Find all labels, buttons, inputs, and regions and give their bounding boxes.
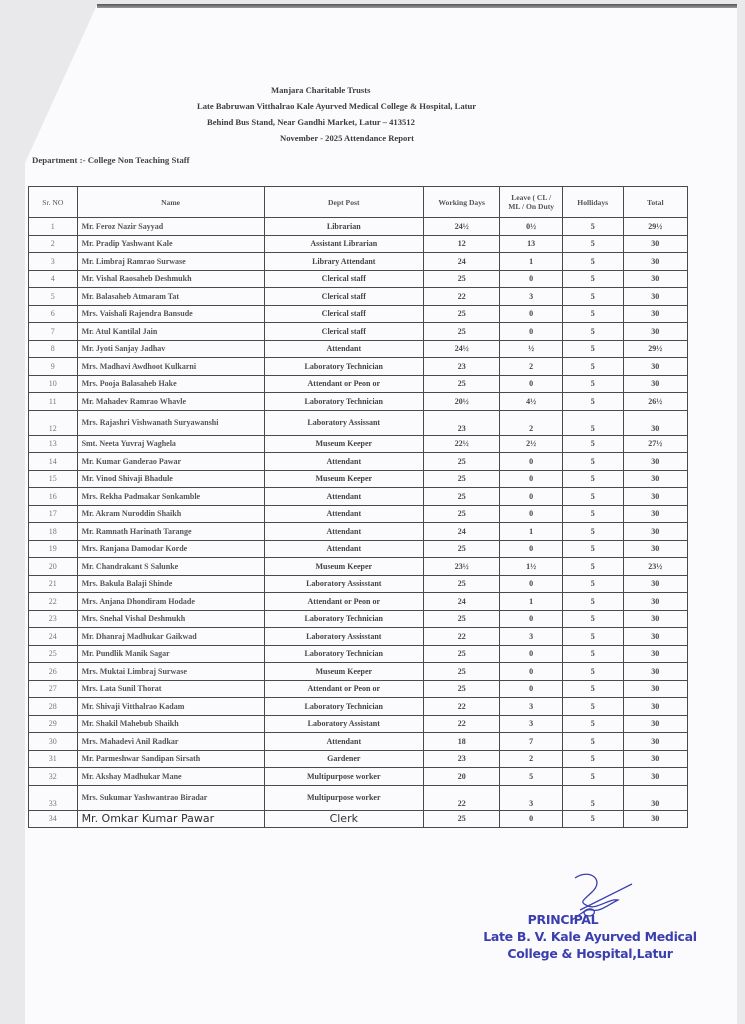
table-row bbox=[29, 305, 688, 323]
cell-dept-post: Clerk bbox=[264, 810, 423, 828]
cell-total: 30 bbox=[623, 698, 687, 716]
cell-working-days: 25 bbox=[423, 645, 499, 663]
cell-dept-post: Museum Keeper bbox=[264, 663, 423, 681]
cell-leave: ½ bbox=[500, 340, 562, 358]
cell-name: Mrs. Sukumar Yashwantrao Biradar bbox=[77, 785, 264, 810]
cell-leave: 0 bbox=[500, 645, 562, 663]
cell-dept-post: Laboratory Technician bbox=[264, 358, 423, 376]
table-row bbox=[29, 340, 688, 358]
cell-total: 30 bbox=[623, 610, 687, 628]
cell-total: 30 bbox=[623, 235, 687, 253]
cell-leave: 0 bbox=[500, 680, 562, 698]
cell-name: Mrs. Vaishali Rajendra Bansude bbox=[77, 305, 264, 323]
cell-holidays: 5 bbox=[562, 645, 623, 663]
cell-holidays: 5 bbox=[562, 323, 623, 341]
table-row bbox=[29, 628, 688, 646]
cell-name: Mr. Vishal Raosaheb Deshmukh bbox=[77, 270, 264, 288]
cell-name: Mr. Atul Kantilal Jain bbox=[77, 323, 264, 341]
cell-total: 30 bbox=[623, 288, 687, 306]
table-row bbox=[29, 253, 688, 271]
cell-sr-no: 2 bbox=[29, 235, 78, 253]
cell-holidays: 5 bbox=[562, 253, 623, 271]
cell-name: Mr. Ramnath Harinath Tarange bbox=[77, 523, 264, 541]
cell-holidays: 5 bbox=[562, 768, 623, 786]
cell-name: Mrs. Anjana Dhondiram Hodade bbox=[77, 593, 264, 611]
table-row bbox=[29, 645, 688, 663]
cell-sr-no: 34 bbox=[29, 810, 78, 828]
cell-dept-post: Attendant bbox=[264, 340, 423, 358]
cell-working-days: 25 bbox=[423, 470, 499, 488]
table-header-row bbox=[29, 187, 688, 218]
cell-sr-no: 8 bbox=[29, 340, 78, 358]
cell-sr-no: 29 bbox=[29, 715, 78, 733]
cell-working-days: 25 bbox=[423, 610, 499, 628]
cell-name: Mrs. Rajashri Vishwanath Suryawanshi bbox=[77, 410, 264, 435]
cell-dept-post: Laboratory Technician bbox=[264, 610, 423, 628]
cell-name: Smt. Neeta Yuvraj Waghela bbox=[77, 435, 264, 453]
cell-working-days: 22½ bbox=[423, 435, 499, 453]
cell-holidays: 5 bbox=[562, 610, 623, 628]
cell-holidays: 5 bbox=[562, 470, 623, 488]
cell-holidays: 5 bbox=[562, 680, 623, 698]
cell-holidays: 5 bbox=[562, 540, 623, 558]
col-header-leave: Leave ( CL / ML / On Duty bbox=[500, 187, 562, 218]
cell-working-days: 25 bbox=[423, 375, 499, 393]
table-row bbox=[29, 218, 688, 236]
cell-name: Mr. Parmeshwar Sandipan Sirsath bbox=[77, 750, 264, 768]
cell-name: Mr. Mahadev Ramrao Whavle bbox=[77, 393, 264, 411]
cell-dept-post: Laboratory Technician bbox=[264, 393, 423, 411]
cell-sr-no: 23 bbox=[29, 610, 78, 628]
stamp-title: PRINCIPAL bbox=[527, 912, 599, 927]
cell-holidays: 5 bbox=[562, 575, 623, 593]
cell-working-days: 20 bbox=[423, 768, 499, 786]
cell-leave: 4½ bbox=[500, 393, 562, 411]
cell-sr-no: 27 bbox=[29, 680, 78, 698]
cell-total: 30 bbox=[623, 270, 687, 288]
cell-leave: 0 bbox=[500, 470, 562, 488]
table-row bbox=[29, 785, 688, 810]
cell-leave: 0 bbox=[500, 375, 562, 393]
table-row bbox=[29, 698, 688, 716]
cell-sr-no: 18 bbox=[29, 523, 78, 541]
table-row bbox=[29, 435, 688, 453]
cell-leave: 0 bbox=[500, 540, 562, 558]
cell-total: 30 bbox=[623, 453, 687, 471]
cell-holidays: 5 bbox=[562, 505, 623, 523]
cell-name: Mrs. Lata Sunil Thorat bbox=[77, 680, 264, 698]
cell-sr-no: 28 bbox=[29, 698, 78, 716]
cell-dept-post: Library Attendant bbox=[264, 253, 423, 271]
table-row bbox=[29, 323, 688, 341]
cell-leave: 0 bbox=[500, 505, 562, 523]
cell-total: 30 bbox=[623, 715, 687, 733]
cell-total: 30 bbox=[623, 523, 687, 541]
cell-working-days: 23½ bbox=[423, 558, 499, 576]
cell-leave: 0½ bbox=[500, 218, 562, 236]
cell-total: 30 bbox=[623, 750, 687, 768]
cell-sr-no: 15 bbox=[29, 470, 78, 488]
cell-leave: 3 bbox=[500, 785, 562, 810]
cell-name: Mr. Vinod Shivaji Bhadule bbox=[77, 470, 264, 488]
cell-total: 30 bbox=[623, 488, 687, 506]
cell-leave: 3 bbox=[500, 698, 562, 716]
cell-working-days: 22 bbox=[423, 785, 499, 810]
cell-name: Mrs. Snehal Vishal Deshmukh bbox=[77, 610, 264, 628]
cell-sr-no: 22 bbox=[29, 593, 78, 611]
department-label: Department :- College Non Teaching Staff bbox=[32, 155, 190, 165]
cell-total: 26½ bbox=[623, 393, 687, 411]
cell-total: 23½ bbox=[623, 558, 687, 576]
cell-holidays: 5 bbox=[562, 733, 623, 751]
table-row bbox=[29, 488, 688, 506]
cell-leave: 2 bbox=[500, 358, 562, 376]
cell-dept-post: Laboratory Technician bbox=[264, 645, 423, 663]
cell-holidays: 5 bbox=[562, 393, 623, 411]
cell-name: Mr. Pradip Yashwant Kale bbox=[77, 235, 264, 253]
cell-name: Mr. Kumar Ganderao Pawar bbox=[77, 453, 264, 471]
cell-sr-no: 4 bbox=[29, 270, 78, 288]
cell-dept-post: Museum Keeper bbox=[264, 435, 423, 453]
cell-leave: 0 bbox=[500, 663, 562, 681]
cell-total: 30 bbox=[623, 785, 687, 810]
cell-total: 30 bbox=[623, 540, 687, 558]
cell-sr-no: 6 bbox=[29, 305, 78, 323]
cell-working-days: 24 bbox=[423, 523, 499, 541]
cell-name: Mr. Shakil Mahebub Shaikh bbox=[77, 715, 264, 733]
cell-working-days: 22 bbox=[423, 628, 499, 646]
attendance-table bbox=[28, 186, 688, 828]
cell-working-days: 25 bbox=[423, 270, 499, 288]
cell-holidays: 5 bbox=[562, 270, 623, 288]
col-header-working-days: Working Days bbox=[423, 187, 499, 218]
cell-sr-no: 26 bbox=[29, 663, 78, 681]
cell-sr-no: 5 bbox=[29, 288, 78, 306]
cell-dept-post: Laboratory Technician bbox=[264, 698, 423, 716]
cell-working-days: 12 bbox=[423, 235, 499, 253]
cell-leave: 2½ bbox=[500, 435, 562, 453]
cell-dept-post: Clerical staff bbox=[264, 270, 423, 288]
cell-leave: 0 bbox=[500, 610, 562, 628]
cell-leave: 1 bbox=[500, 253, 562, 271]
cell-dept-post: Museum Keeper bbox=[264, 470, 423, 488]
cell-name: Mr. Shivaji Vitthalrao Kadam bbox=[77, 698, 264, 716]
cell-name: Mrs. Pooja Balasaheb Hake bbox=[77, 375, 264, 393]
cell-total: 27½ bbox=[623, 435, 687, 453]
table-row bbox=[29, 235, 688, 253]
table-row bbox=[29, 593, 688, 611]
cell-total: 30 bbox=[623, 810, 687, 828]
cell-dept-post: Attendant or Peon or bbox=[264, 375, 423, 393]
cell-holidays: 5 bbox=[562, 435, 623, 453]
cell-holidays: 5 bbox=[562, 410, 623, 435]
cell-working-days: 24 bbox=[423, 593, 499, 611]
cell-holidays: 5 bbox=[562, 358, 623, 376]
cell-holidays: 5 bbox=[562, 288, 623, 306]
col-header-dept-post: Dept Post bbox=[264, 187, 423, 218]
cell-working-days: 18 bbox=[423, 733, 499, 751]
cell-working-days: 25 bbox=[423, 663, 499, 681]
cell-dept-post: Clerical staff bbox=[264, 288, 423, 306]
cell-leave: 3 bbox=[500, 288, 562, 306]
cell-name: Mr. Balasaheb Atmaram Tat bbox=[77, 288, 264, 306]
cell-leave: 0 bbox=[500, 270, 562, 288]
cell-sr-no: 12 bbox=[29, 410, 78, 435]
cell-name: Mr. Chandrakant S Salunke bbox=[77, 558, 264, 576]
cell-sr-no: 1 bbox=[29, 218, 78, 236]
cell-name: Mrs. Rekha Padmakar Sonkamble bbox=[77, 488, 264, 506]
cell-holidays: 5 bbox=[562, 628, 623, 646]
cell-working-days: 20½ bbox=[423, 393, 499, 411]
table-row bbox=[29, 393, 688, 411]
cell-dept-post: Attendant or Peon or bbox=[264, 593, 423, 611]
cell-leave: 0 bbox=[500, 488, 562, 506]
table-row bbox=[29, 558, 688, 576]
cell-dept-post: Laboratory Assissant bbox=[264, 410, 423, 435]
cell-leave: 0 bbox=[500, 453, 562, 471]
table-row bbox=[29, 733, 688, 751]
table-row bbox=[29, 470, 688, 488]
cell-leave: 0 bbox=[500, 305, 562, 323]
table-row bbox=[29, 715, 688, 733]
cell-dept-post: Clerical staff bbox=[264, 323, 423, 341]
cell-name: Mrs. Mahadevi Anil Radkar bbox=[77, 733, 264, 751]
cell-total: 30 bbox=[623, 733, 687, 751]
trust-name: Manjara Charitable Trusts bbox=[271, 85, 371, 95]
table-row bbox=[29, 505, 688, 523]
cell-name: Mr. Omkar Kumar Pawar bbox=[77, 810, 264, 828]
cell-sr-no: 16 bbox=[29, 488, 78, 506]
cell-name: Mr. Feroz Nazir Sayyad bbox=[77, 218, 264, 236]
cell-holidays: 5 bbox=[562, 715, 623, 733]
cell-total: 30 bbox=[623, 470, 687, 488]
cell-holidays: 5 bbox=[562, 785, 623, 810]
college-address: Behind Bus Stand, Near Gandhi Market, Latur – 413512 bbox=[207, 117, 415, 127]
cell-working-days: 23 bbox=[423, 410, 499, 435]
cell-total: 30 bbox=[623, 628, 687, 646]
cell-working-days: 25 bbox=[423, 505, 499, 523]
cell-dept-post: Multipurpose worker bbox=[264, 768, 423, 786]
cell-name: Mr. Pundlik Manik Sagar bbox=[77, 645, 264, 663]
table-row bbox=[29, 540, 688, 558]
cell-holidays: 5 bbox=[562, 453, 623, 471]
cell-dept-post: Clerical staff bbox=[264, 305, 423, 323]
cell-dept-post: Assistant Librarian bbox=[264, 235, 423, 253]
cell-sr-no: 21 bbox=[29, 575, 78, 593]
cell-leave: 13 bbox=[500, 235, 562, 253]
cell-working-days: 25 bbox=[423, 810, 499, 828]
cell-dept-post: Laboratory Assisstant bbox=[264, 575, 423, 593]
cell-name: Mrs. Madhavi Awdhoot Kulkarni bbox=[77, 358, 264, 376]
cell-leave: 0 bbox=[500, 575, 562, 593]
stamp-line-1: Late B. V. Kale Ayurved Medical bbox=[483, 929, 697, 944]
table-row bbox=[29, 575, 688, 593]
cell-name: Mr. Jyoti Sanjay Jadhav bbox=[77, 340, 264, 358]
cell-sr-no: 14 bbox=[29, 453, 78, 471]
cell-dept-post: Librarian bbox=[264, 218, 423, 236]
cell-total: 30 bbox=[623, 323, 687, 341]
cell-leave: 1½ bbox=[500, 558, 562, 576]
cell-holidays: 5 bbox=[562, 235, 623, 253]
cell-sr-no: 13 bbox=[29, 435, 78, 453]
table-row bbox=[29, 750, 688, 768]
cell-leave: 2 bbox=[500, 750, 562, 768]
cell-dept-post: Laboratory Assistant bbox=[264, 715, 423, 733]
cell-name: Mrs. Ranjana Damodar Korde bbox=[77, 540, 264, 558]
cell-dept-post: Attendant bbox=[264, 505, 423, 523]
college-name: Late Babruwan Vitthalrao Kale Ayurved Medical College & Hospital, Latur bbox=[197, 101, 477, 111]
cell-dept-post: Multipurpose worker bbox=[264, 785, 423, 810]
cell-working-days: 24½ bbox=[423, 218, 499, 236]
cell-sr-no: 17 bbox=[29, 505, 78, 523]
cell-total: 30 bbox=[623, 680, 687, 698]
cell-leave: 3 bbox=[500, 715, 562, 733]
cell-sr-no: 31 bbox=[29, 750, 78, 768]
cell-leave: 0 bbox=[500, 810, 562, 828]
cell-dept-post: Attendant bbox=[264, 733, 423, 751]
cell-dept-post: Museum Keeper bbox=[264, 558, 423, 576]
cell-name: Mr. Akshay Madhukar Mane bbox=[77, 768, 264, 786]
cell-name: Mr. Dhanraj Madhukar Gaikwad bbox=[77, 628, 264, 646]
cell-leave: 0 bbox=[500, 323, 562, 341]
cell-leave: 5 bbox=[500, 768, 562, 786]
cell-holidays: 5 bbox=[562, 340, 623, 358]
col-header-name: Name bbox=[77, 187, 264, 218]
col-header-total: Total bbox=[623, 187, 687, 218]
col-header-sr-no: Sr. NO bbox=[29, 187, 78, 218]
cell-holidays: 5 bbox=[562, 663, 623, 681]
table-row bbox=[29, 270, 688, 288]
table-row bbox=[29, 453, 688, 471]
cell-total: 30 bbox=[623, 593, 687, 611]
cell-dept-post: Attendant bbox=[264, 523, 423, 541]
cell-total: 30 bbox=[623, 358, 687, 376]
cell-sr-no: 25 bbox=[29, 645, 78, 663]
cell-name: Mr. Limbraj Ramrao Surwase bbox=[77, 253, 264, 271]
cell-holidays: 5 bbox=[562, 375, 623, 393]
cell-working-days: 25 bbox=[423, 540, 499, 558]
table-row bbox=[29, 768, 688, 786]
cell-dept-post: Attendant bbox=[264, 453, 423, 471]
table-row bbox=[29, 288, 688, 306]
cell-sr-no: 19 bbox=[29, 540, 78, 558]
cell-working-days: 25 bbox=[423, 488, 499, 506]
table-row bbox=[29, 410, 688, 435]
cell-holidays: 5 bbox=[562, 488, 623, 506]
stamp-line-2: College & Hospital,Latur bbox=[507, 946, 673, 961]
table-row bbox=[29, 810, 688, 828]
cell-total: 30 bbox=[623, 575, 687, 593]
cell-working-days: 25 bbox=[423, 453, 499, 471]
cell-sr-no: 7 bbox=[29, 323, 78, 341]
table-row bbox=[29, 523, 688, 541]
col-header-holidays: Hollidays bbox=[562, 187, 623, 218]
cell-working-days: 25 bbox=[423, 323, 499, 341]
cell-dept-post: Attendant or Peon or bbox=[264, 680, 423, 698]
cell-working-days: 22 bbox=[423, 288, 499, 306]
cell-holidays: 5 bbox=[562, 305, 623, 323]
cell-holidays: 5 bbox=[562, 698, 623, 716]
cell-holidays: 5 bbox=[562, 810, 623, 828]
cell-holidays: 5 bbox=[562, 750, 623, 768]
cell-dept-post: Gardener bbox=[264, 750, 423, 768]
cell-holidays: 5 bbox=[562, 218, 623, 236]
cell-total: 30 bbox=[623, 305, 687, 323]
cell-working-days: 25 bbox=[423, 680, 499, 698]
cell-total: 29½ bbox=[623, 218, 687, 236]
cell-sr-no: 20 bbox=[29, 558, 78, 576]
cell-dept-post: Laboratory Assisstant bbox=[264, 628, 423, 646]
cell-leave: 3 bbox=[500, 628, 562, 646]
report-title: November - 2025 Attendance Report bbox=[280, 133, 414, 143]
cell-total: 30 bbox=[623, 768, 687, 786]
cell-holidays: 5 bbox=[562, 593, 623, 611]
cell-sr-no: 11 bbox=[29, 393, 78, 411]
cell-sr-no: 32 bbox=[29, 768, 78, 786]
cell-sr-no: 33 bbox=[29, 785, 78, 810]
cell-working-days: 24 bbox=[423, 253, 499, 271]
cell-working-days: 23 bbox=[423, 358, 499, 376]
cell-total: 30 bbox=[623, 505, 687, 523]
cell-working-days: 25 bbox=[423, 575, 499, 593]
cell-leave: 1 bbox=[500, 593, 562, 611]
cell-sr-no: 24 bbox=[29, 628, 78, 646]
cell-total: 30 bbox=[623, 375, 687, 393]
cell-total: 30 bbox=[623, 253, 687, 271]
cell-dept-post: Attendant bbox=[264, 488, 423, 506]
table-row bbox=[29, 358, 688, 376]
cell-working-days: 24½ bbox=[423, 340, 499, 358]
cell-leave: 7 bbox=[500, 733, 562, 751]
cell-working-days: 25 bbox=[423, 305, 499, 323]
cell-total: 30 bbox=[623, 645, 687, 663]
cell-working-days: 22 bbox=[423, 698, 499, 716]
cell-sr-no: 3 bbox=[29, 253, 78, 271]
cell-name: Mrs. Bakula Balaji Shinde bbox=[77, 575, 264, 593]
scan-edge-shadow bbox=[97, 4, 737, 8]
cell-leave: 1 bbox=[500, 523, 562, 541]
cell-total: 30 bbox=[623, 410, 687, 435]
table-row bbox=[29, 610, 688, 628]
cell-working-days: 23 bbox=[423, 750, 499, 768]
cell-sr-no: 30 bbox=[29, 733, 78, 751]
cell-holidays: 5 bbox=[562, 558, 623, 576]
cell-leave: 2 bbox=[500, 410, 562, 435]
cell-total: 29½ bbox=[623, 340, 687, 358]
cell-name: Mr. Akram Nuroddin Shaikh bbox=[77, 505, 264, 523]
table-row bbox=[29, 680, 688, 698]
cell-sr-no: 9 bbox=[29, 358, 78, 376]
cell-working-days: 22 bbox=[423, 715, 499, 733]
cell-dept-post: Attendant bbox=[264, 540, 423, 558]
cell-sr-no: 10 bbox=[29, 375, 78, 393]
table-row bbox=[29, 375, 688, 393]
cell-name: Mrs. Muktai Limbraj Surwase bbox=[77, 663, 264, 681]
cell-total: 30 bbox=[623, 663, 687, 681]
table-row bbox=[29, 663, 688, 681]
cell-holidays: 5 bbox=[562, 523, 623, 541]
